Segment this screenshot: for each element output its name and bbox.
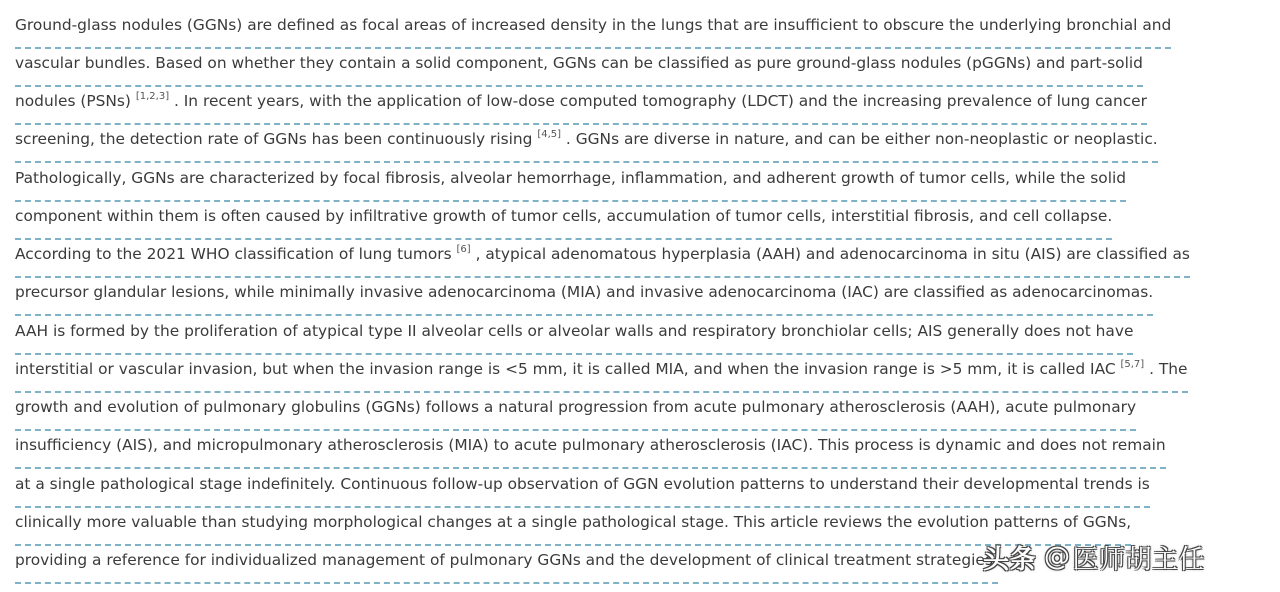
line-text: . In recent years, with the application of low-dose computed tomography (LDCT) and the increasing prevalence of lung cancer <box>169 92 1147 110</box>
line-text: providing a reference for individualized management of pulmonary GGNs and the development of clinical treatment strategies. <box>15 551 998 569</box>
line-text: interstitial or vascular invasion, but when the invasion range is <5 mm, it is called MIA, and when the invasion range is >5 mm, it is called IAC <box>15 360 1121 378</box>
citation-link[interactable]: [5,7] <box>1120 359 1145 370</box>
line-text: AAH is formed by the proliferation of atypical type II alveolar cells or alveolar walls and respiratory bronchiolar cells; AIS generally does not have <box>15 322 1134 340</box>
text-line-1 <box>15 14 1171 49</box>
watermark-author: 医师胡主任 <box>1072 544 1206 575</box>
line-text: . The <box>1144 360 1188 378</box>
line-text: Ground-glass nodules (GGNs) are defined as focal areas of increased density in the lungs that are insufficient to obscure the underlying bronchial and <box>15 16 1172 34</box>
line-text: , atypical adenomatous hyperplasia (AAH) and adenocarcinoma in situ (AIS) are classified as <box>470 245 1190 263</box>
watermark-at-sign: @ <box>1044 542 1071 572</box>
text-line-3 <box>15 90 1147 125</box>
citation-link[interactable]: [1,2,3] <box>135 91 170 102</box>
line-text: According to the 2021 WHO classification of lung tumors <box>15 245 457 263</box>
text-line-9 <box>15 320 1133 355</box>
text-line-11 <box>15 396 1136 431</box>
line-text: growth and evolution of pulmonary globulins (GGNs) follows a natural progression from acute pulmonary atherosclerosis (AAH), acute pulmonary <box>15 398 1137 416</box>
text-line-5 <box>15 167 1126 202</box>
line-text: Pathologically, GGNs are characterized by focal fibrosis, alveolar hemorrhage, inflammation, and adherent growth of tumor cells, while the solid <box>15 169 1127 187</box>
text-line-10 <box>15 358 1188 393</box>
text-line-4 <box>15 128 1158 163</box>
text-line-12 <box>15 434 1166 469</box>
citation-link[interactable]: [6] <box>456 244 471 255</box>
line-text: screening, the detection rate of GGNs has been continuously rising <box>15 130 538 148</box>
line-text: vascular bundles. Based on whether they contain a solid component, GGNs can be classified as pure ground-glass nodules (pGGNs) and part-solid <box>15 54 1143 72</box>
source-watermark <box>983 535 1205 579</box>
text-line-6 <box>15 205 1112 240</box>
line-text: nodules (PSNs) <box>15 92 136 110</box>
text-line-15 <box>15 549 998 584</box>
line-text: insufficiency (AIS), and micropulmonary atherosclerosis (MIA) to acute pulmonary atherosclerosis (IAC). This process is dynamic and does not remain <box>15 436 1166 454</box>
text-line-8 <box>15 281 1153 316</box>
text-line-7 <box>15 243 1190 278</box>
line-text: . GGNs are diverse in nature, and can be either non-neoplastic or neoplastic. <box>561 130 1158 148</box>
text-line-14 <box>15 511 1131 546</box>
line-text: component within them is often caused by infiltrative growth of tumor cells, accumulation of tumor cells, interstitial fibrosis, and cell collapse. <box>15 207 1113 225</box>
text-line-13 <box>15 473 1150 508</box>
citation-link[interactable]: [4,5] <box>537 129 562 140</box>
line-text: clinically more valuable than studying morphological changes at a single pathological stage. This article reviews the evolution patterns of GGNs, <box>15 513 1132 531</box>
watermark-brand: 头条 <box>983 544 1037 575</box>
text-line-2 <box>15 52 1143 87</box>
line-text: at a single pathological stage indefinitely. Continuous follow-up observation of GGN evolution patterns to understand their developmental trends is <box>15 475 1150 493</box>
line-text: precursor glandular lesions, while minimally invasive adenocarcinoma (MIA) and invasive adenocarcinoma (IAC) are classified as adenocarcinomas. <box>15 283 1154 301</box>
